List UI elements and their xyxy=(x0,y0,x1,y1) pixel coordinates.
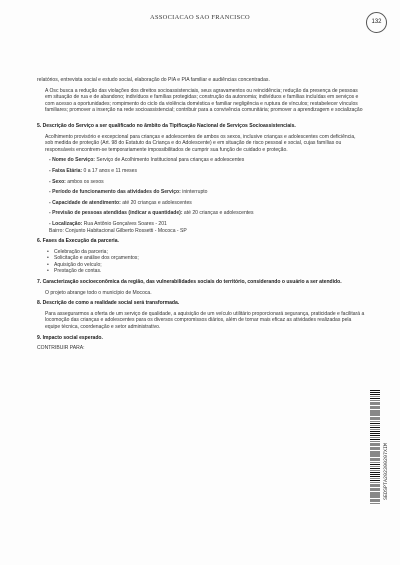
section-9-title: 9. Impacto social esperado. xyxy=(37,334,103,341)
phase-item: • Prestação de contas. xyxy=(37,268,365,275)
location-address-line: Bairro: Conjunto Habitacional Gilberto Rossetti - Mococa - SP xyxy=(49,227,187,234)
phase-item: • Aquisição do veículo; xyxy=(37,262,365,269)
phase-item: • Solicitação e análise dos orçamentos; xyxy=(37,255,365,262)
capacity-item: - Capacidade de atendimento: até 20 crianças e adolescentes xyxy=(49,199,192,206)
section-8-text: Para assegurarmos a oferta de um serviço de qualidade, a aquisição de um veículo utilitário proporcionará segurança, praticidade e facilitará a locomoção das crianças e adolescentes para os diversos compromissos diários, além de tornar mais eficaz as atividades realizadas pela equipe técnica, coordenação e setor administrativo. xyxy=(45,310,365,331)
section-6-title: 6. Fases da Execução da parceria. xyxy=(37,238,119,245)
continuation-paragraph: relatórios, entrevista social e estudo social, elaboração do PIA e PIA familiar e audiências concentradas. xyxy=(37,77,270,83)
operating-period-item: - Período de funcionamento das atividades do Serviço: ininterrupto xyxy=(49,189,208,196)
objectives-paragraph: A Osc busca a redução das violações dos direitos socioassistenciais, seus agravamentos ou reincidência; redução da presença de pessoas em situação de rua e de abandono; indivíduos e famílias protegidas; construção da autonomia; indivíduos e famílias incluídas em serviços e com acesso a oportunidades; rompimento do ciclo da violência doméstica e familiar negligência e ruptura de vínculos; restabelecer vínculos familiares; promover a inserção na rede socioassistencial; contribuir para a convivência comunitária; promover a aprendizagem e socialização xyxy=(45,87,363,114)
location-item: - Localização: Rua Antônio Gonçalves Soares - 201 xyxy=(49,220,167,227)
section-5-text: Acolhimento provisório e excepcional para crianças e adolescentes de ambos os sexos, inclusive crianças e adolescentes com deficiência, sob medida de proteção (Art. 98 do Estatuto da Criança e do Adolescente) e em situação de risco pessoal e social, cujas famílias ou responsáveis encontrem-se temporariamente impossibilitados de cumprir sua função de cuidado e proteção. xyxy=(45,133,356,153)
section-8-title: 8. Descrição de como a realidade social será transformada. xyxy=(37,300,180,307)
section-9-text: CONTRIBUIR PARA: xyxy=(37,345,85,352)
sex-item: - Sexo: ambos os sexos xyxy=(49,178,104,185)
page-number-badge: 132 xyxy=(366,12,387,33)
section-7-text: O projeto abrange todo o município de Mococa. xyxy=(45,289,152,296)
age-range-item: - Faixa Etária: 0 a 17 anos e 11 meses xyxy=(49,167,138,174)
expected-attendance-item: - Previsão de pessoas atendidas (indicar a quantidade): até 20 crianças e adolescentes xyxy=(49,210,254,217)
section-5-title: 5. Descrição do Serviço a ser qualificado no âmbito da Tipificação Nacional de Serviços Socioassistenciais. xyxy=(37,122,296,129)
section-7-title: 7. Caracterização socioeconômica da região, das vulnerabilidades sociais do território, considerando o usuário a ser atendido. xyxy=(37,279,342,286)
barcode-graphic xyxy=(370,390,380,505)
document-body xyxy=(37,77,365,352)
side-document-code: SEDSPTA202300207XIM xyxy=(383,442,389,500)
page-header: ASSOCIACAO SAO FRANCISCO xyxy=(150,14,250,21)
phase-item: • Celebração da parceria; xyxy=(37,249,365,256)
service-name-item: - Nome do Serviço: Serviço de Acolhimento Institucional para crianças e adolescentes xyxy=(49,157,245,164)
